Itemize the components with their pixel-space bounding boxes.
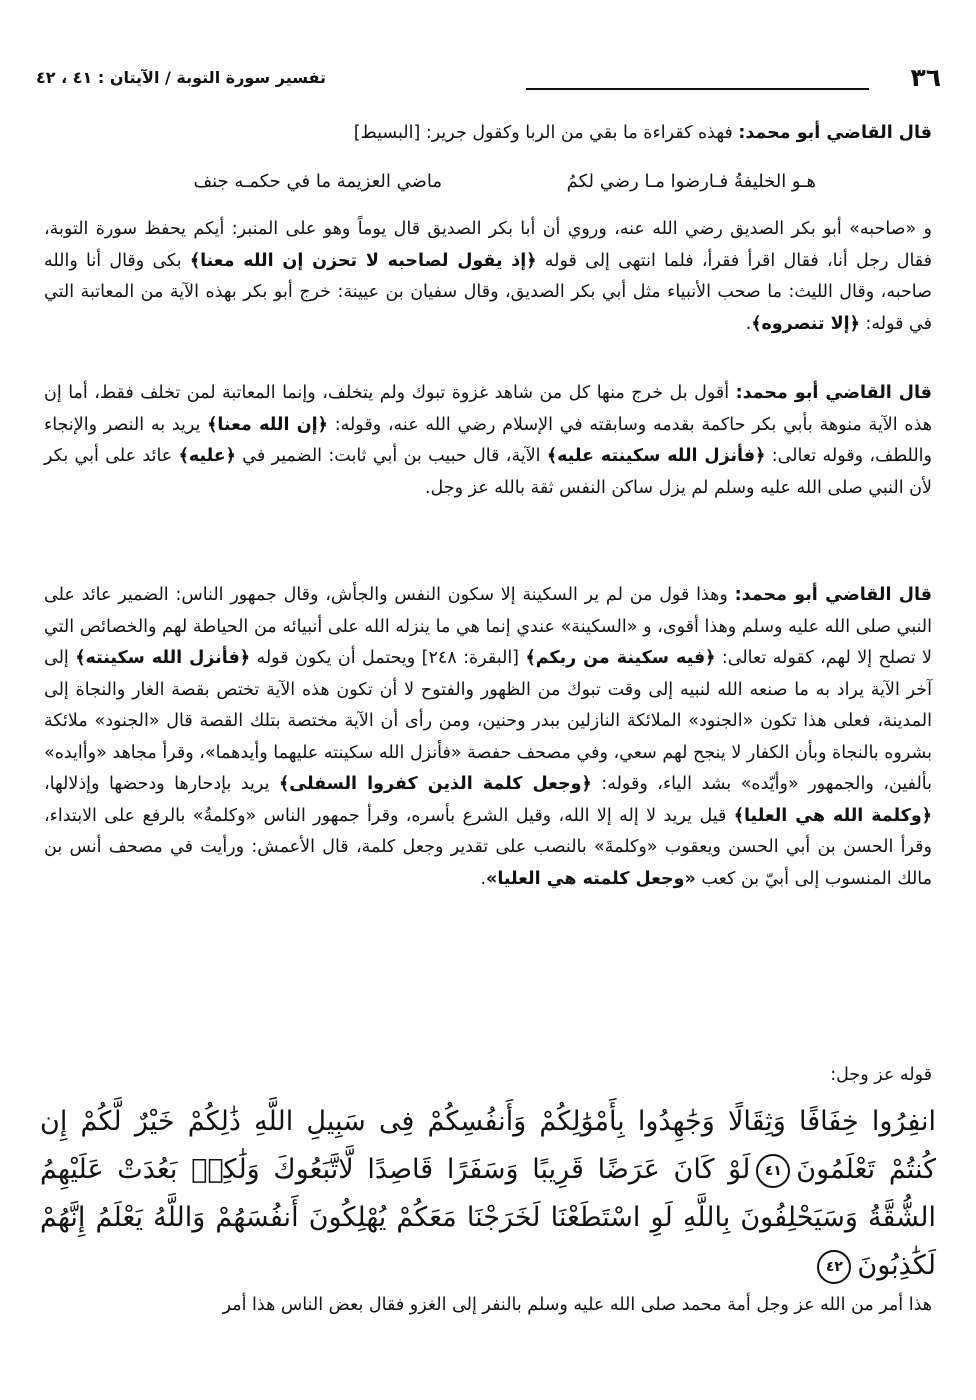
paragraph-text: و «صاحبه» أبو بكر الصديق رضي الله عنه، وروي أن أبا بكر الصديق قال يوماً وهو على المنبر: أيكم يحفظ سورة التوبة، فقال رجل أنا، فقال اقرأ فقرأ، فلما انتهى إلى قوله xyxy=(44,219,933,271)
verse-hemistich-2: ماضي العزيمة ما في حكمـه جنف xyxy=(193,171,442,192)
paragraph-text: وهذا قول من لم ير السكينة إلا سكون النفس والجأش، وقال جمهور الناس: الضمير عائد على النبي صلى الله عليه وسلم وهذا أقوى، و «السكينة» عندي إنما هي ما ينزله الله على أنبيائه من الحياطة لهم والخصائص التي لا تصلح إلا لهم، كقوله تعالى: xyxy=(44,585,933,668)
paragraph-6 xyxy=(44,1290,932,1322)
quran-quote: ﴿إذ يقول لصاحبه لا تحزن إن الله معنا﴾ xyxy=(189,250,537,271)
paragraph-4 xyxy=(44,580,932,895)
paragraph-text: . xyxy=(745,313,752,334)
paragraph-1 xyxy=(44,118,932,150)
paragraph-text: بكى وقال أنا والله صاحبه، وقال الليث: ما صحب الأنبياء مثل أبي بكر الصديق، وقال سفيان بن عيينة: خرج أبو بكر بهذه الآية من المعاتبة التي في قوله: xyxy=(44,250,932,334)
quran-quote: ﴿إلا تنصروه﴾ xyxy=(751,313,860,334)
paragraph-text: . xyxy=(480,868,487,889)
verse-intro xyxy=(44,1060,932,1092)
speaker-label: قال القاضي أبو محمد: xyxy=(738,123,932,143)
speaker-label: قال القاضي أبو محمد: xyxy=(734,585,933,605)
paragraph-text: إلى آخر الآية يراد به ما صنعه الله لنبيه إلى وقت تبوك من الظهور والفتوح لا أن تكون هذه الآية تختص بقصة الغار والنجاة إلى المدينة، فعلى هذا تكون «الجنود» الملائكة النازلين ببدر وحنين، ومن رأى أن الآية مختصة بتلك القصة قال «الجنود» ملائكة بشروه بالنجاة وبأن الكفار لا ينجح لهم سعي، وفي مصحف حفصة «فأنزل الله سكينته عليهما وأيدهما»، وقرأ مجاهد «وأايده» بألفين، والجمهور «وأيّده» بشد الياء، وقوله: xyxy=(44,648,932,794)
quran-quote: ﴿فيه سكينة من ربكم﴾ xyxy=(525,648,716,668)
paragraph-text: هذا أمر من الله عز وجل أمة محمد صلى الله عليه وسلم بالنفر إلى الغزو فقال بعض الناس هذا أمر xyxy=(222,1295,932,1315)
quran-quote: ﴿فأنزل الله سكينته﴾ xyxy=(75,648,251,668)
quran-verses xyxy=(40,1098,936,1290)
quran-quote: ﴿فأنزل الله سكينته عليه﴾ xyxy=(546,446,766,466)
quran-quote: «وجعل كلمته هي العليا» xyxy=(486,868,696,889)
paragraph-text: عائد على أبي بكر لأن النبي صلى الله عليه وسلم لم يزل ساكن النفس ثقة بالله عز وجل. xyxy=(44,446,932,498)
quran-quote: ﴿وكلمة الله هي العليا﴾ xyxy=(733,805,932,826)
page-header xyxy=(36,58,941,98)
paragraph-text: [البقرة: ٢٤٨] ويحتمل أن يكون قوله xyxy=(250,648,526,668)
paragraph-text: الآية، قال حبيب بن أبي ثابت: الضمير في xyxy=(235,446,547,466)
quran-text: انفِرُوا خِفَافًا وَثِقَالًا وَجَٰهِدُوا بِأَمْوَٰلِكُمْ وَأَنفُسِكُمْ فِى سَبِيلِ اللَّهِ ذَٰلِكُمْ خَيْرٌ لَّكُمْ إِن كُنتُمْ تَعْلَمُونَ xyxy=(40,1106,936,1185)
quran-quote: ﴿إن الله معنا﴾ xyxy=(207,414,328,435)
paragraph-text: فهذه كقراءة ما بقي من الربا وكقول جرير: [البسيط] xyxy=(353,123,739,143)
paragraph-2 xyxy=(44,214,932,340)
paragraph-text: يريد به النصر والإنجاء واللطف، وقوله تعالى: xyxy=(44,414,932,466)
ayah-number-marker: ٤١ xyxy=(756,1154,790,1188)
page-number: ٣٦ xyxy=(910,63,941,92)
header-rule xyxy=(526,88,869,90)
running-title: تفسير سورة التوبة / الآيتان : ٤١ ، ٤٢ xyxy=(36,68,327,87)
paragraph-text: يريد بإدحارها ودحضها وإذلالها، xyxy=(44,774,279,794)
quran-text: لَوْ كَانَ عَرَضًا قَرِيبًا وَسَفَرًا قَاصِدًا لَّاتَّبَعُوكَ وَلَٰكِنۢ بَعُدَتْ عَلَيْهِمُ الشُّقَّةُ وَسَيَحْلِفُونَ بِاللَّهِ لَوِ اسْتَطَعْنَا لَخَرَجْنَا مَعَكُمْ يُهْلِكُونَ أَنفُسَهُمْ وَاللَّهُ يَعْلَمُ إِنَّهُمْ لَكَٰذِبُونَ xyxy=(40,1154,936,1281)
quran-quote: ﴿عليه﴾ xyxy=(178,446,236,466)
paragraph-text: أقول بل خرج منها كل من شاهد غزوة تبوك ولم يتخلف، وإنما المعاتبة لمن تخلف فقط، أما إن هذه الآية منوهة بأبي بكر حاكمة بقدمه وسابقته في الإسلام رضي الله عنه، وقوله: xyxy=(44,383,932,435)
ayah-number-marker: ٤٢ xyxy=(817,1250,851,1284)
paragraph-3 xyxy=(44,378,932,504)
verse-hemistich-1: هـو الخليفةُ فـارضوا مـا رضي لكمُ xyxy=(566,171,816,192)
paragraph-text: قيل يريد لا إله إلا الله، وقيل الشرع بأسره، وقرأ جمهور الناس «وكلمةُ» بالرفع على الابتداء، وقرأ الحسن بن أبي الحسن ويعقوب «وكلمةَ» بالنصب على تقدير وجعل كلمة، قال الأعمش: ورأيت في مصحف أنس بن مالك المنسوب إلى أبيّ بن كعب xyxy=(44,805,932,889)
speaker-label: قال القاضي أبو محمد: xyxy=(735,383,932,403)
poem-verse xyxy=(0,164,976,200)
quran-quote: ﴿وجعل كلمة الذين كفروا السفلى﴾ xyxy=(278,774,592,794)
paragraph-text: قوله عز وجل: xyxy=(830,1065,932,1085)
